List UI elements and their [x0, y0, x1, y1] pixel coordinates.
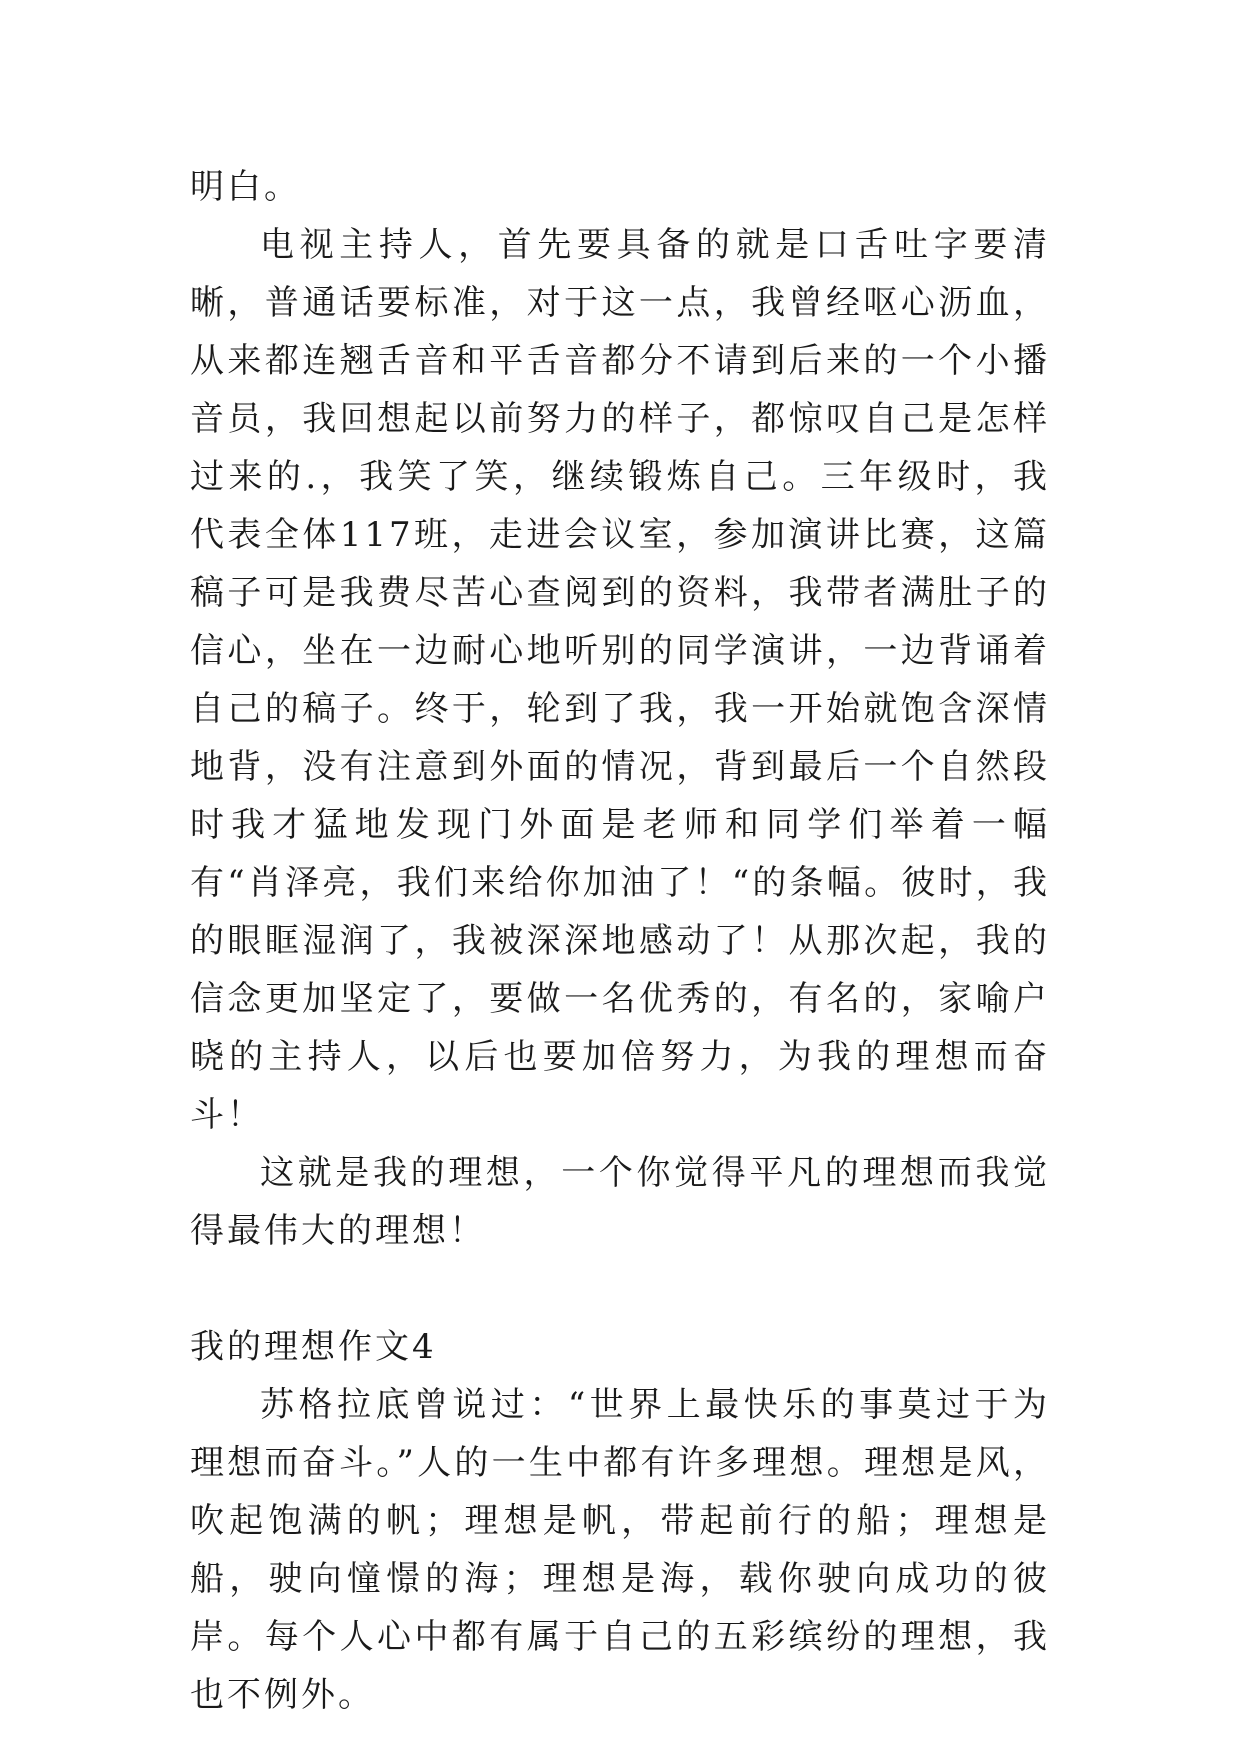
document-body — [190, 158, 1050, 1724]
paragraph-host-dream: 电视主持人，首先要具备的就是口舌吐字要清晰，普通话要标准，对于这一点，我曾经呕心沥血，从来都连翘舌音和平舌音都分不请到后来的一个小播音员，我回想起以前努力的样子，都惊叹自己是怎样过来的.，我笑了笑，继续锻炼自己。三年级时，我代表全体117班，走进会议室，参加演讲比赛，这篇稿子可是我费尽苦心查阅到的资料，我带者满肚子的信心，坐在一边耐心地听别的同学演讲，一边背诵着自己的稿子。终于，轮到了我，我一开始就饱含深情地背，没有注意到外面的情况，背到最后一个自然段时我才猛地发现门外面是老师和同学们举着一幅有“肖泽亮，我们来给你加油了！“的条幅。彼时，我的眼眶湿润了，我被深深地感动了！从那次起，我的信念更加坚定了，要做一名优秀的，有名的，家喻户晓的主持人，以后也要加倍努力，为我的理想而奋斗！ — [190, 225, 1050, 1135]
section-title: 我的理想作文4 — [190, 1327, 437, 1367]
paragraph-socrates: 苏格拉底曾说过：“世界上最快乐的事莫过于为理想而奋斗。”人的一生中都有许多理想。理想是风，吹起饱满的帆；理想是帆，带起前行的船；理想是船，驶向憧憬的海；理想是海，载你驶向成功的彼岸。每个人心中都有属于自己的五彩缤纷的理想，我也不例外。 — [190, 1385, 1050, 1715]
paragraph-conclusion: 这就是我的理想，一个你觉得平凡的理想而我觉得最伟大的理想！ — [190, 1153, 1050, 1251]
section-spacer — [190, 1260, 1050, 1318]
paragraph-continuation: 明白。 — [190, 167, 301, 207]
